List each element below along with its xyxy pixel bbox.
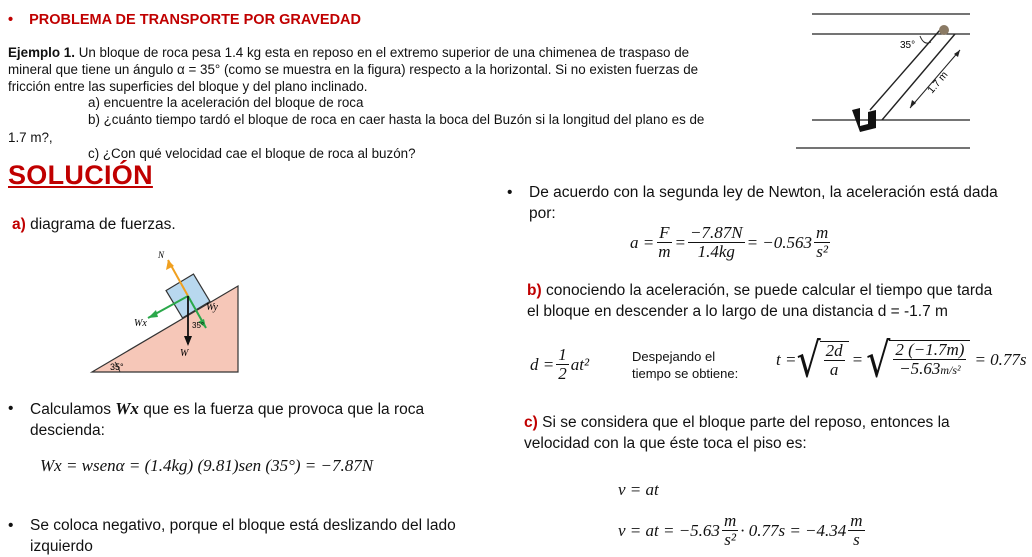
part-b-label: b) <box>527 282 542 299</box>
solution-heading: SOLUCIÓN <box>8 160 153 190</box>
eq-velocity-2 <box>618 512 867 549</box>
eq-v2-u1n: m <box>723 511 737 530</box>
eq-v2-u1d: s² <box>724 530 736 549</box>
eq-v2-lhs: v = at = −5.63 <box>618 520 720 540</box>
eq-a-unit-num: m <box>816 223 829 242</box>
eq-t-sqrt1: √ $\frac{2d}{a}$ <box>796 341 848 379</box>
example-text-1: Un bloque de roca pesa 1.4 kg esta en reposo en el extremo superior de una chimenea de traspaso de <box>74 45 690 60</box>
eq-v2-mid: · 0.77s = −4.34 <box>740 520 847 540</box>
part-a-text: diagrama de fuerzas. <box>25 216 176 233</box>
newton-intro-line2: por: <box>529 205 556 222</box>
part-c-line1: Si se considera que el bloque parte del reposo, entonces la <box>537 414 950 431</box>
chute-figure <box>790 0 980 165</box>
bullet-wx-var: Wx <box>115 399 139 418</box>
eq-v2-unit2 <box>848 512 864 549</box>
eq-d-num: 1 <box>558 345 567 364</box>
inner-angle-label: 35° <box>192 321 205 330</box>
eq-d-lhs: d = <box>530 354 555 374</box>
eq-time <box>776 332 1027 387</box>
wx-label: Wx <box>134 318 147 329</box>
despejando-line1: Despejando el <box>632 349 716 364</box>
eq-t-d2-unit: m/s² <box>940 363 961 377</box>
eq-a-f: F <box>659 223 670 242</box>
weight-label: W <box>180 348 189 359</box>
eq-wx: Wx = wsenα = (1.4kg) (9.81)sen (35°) = −7.87N <box>40 456 374 475</box>
bullet-wx <box>8 398 488 441</box>
eq-a-vnum: −7.87N <box>690 223 743 242</box>
example-line-1 <box>8 44 768 61</box>
eq-t-lhs: t = <box>776 349 797 369</box>
eq-t-d1: a <box>829 359 839 379</box>
eq-d-half <box>556 346 569 383</box>
free-body-diagram <box>88 244 248 374</box>
eq-t-result: = 0.77s <box>974 349 1027 369</box>
eq-v2-u2d: s <box>853 530 860 549</box>
example-label: Ejemplo 1. <box>8 45 75 60</box>
eq-acceleration <box>630 224 832 261</box>
eq-t-sqrt2: √ $\frac{2 (-1.7m)}{\text{−5.63m/s²}}$ <box>866 340 970 379</box>
part-a-heading <box>12 214 176 235</box>
incline-triangle <box>92 286 238 372</box>
eq-a-unit-den: s² <box>816 242 829 261</box>
chute-angle-label: 35° <box>900 40 916 51</box>
example-line-2: mineral que tiene un ángulo α = 35° (como se muestra en la figura) respecto a la horizontal. Si no existen fuerzas de <box>8 62 699 77</box>
section-title <box>8 12 361 28</box>
bullet-negative <box>8 515 500 557</box>
eq-t-eq: = <box>851 349 864 369</box>
part-a-label: a) <box>12 216 26 233</box>
bullet-wx-post: que es la fuerza que provoca que la roca <box>138 401 425 418</box>
despejando-line2: tiempo se obtiene: <box>632 366 739 381</box>
part-b-line1: conociendo la aceleración, se puede calcular el tiempo que tarda <box>541 282 993 299</box>
newton-intro-line1: De acuerdo con la segunda ley de Newton, la aceleración está dada <box>529 184 998 201</box>
wy-label: Wy <box>206 302 218 313</box>
eq-distance <box>530 346 589 383</box>
newton-intro <box>507 182 1027 224</box>
part-c-line2: velocidad con la que éste toca el piso es: <box>524 435 807 452</box>
eq-d-den: 2 <box>558 364 567 383</box>
eq-v2-u2n: m <box>850 511 863 530</box>
eq-t-n2: 2 (−1.7m) <box>895 340 965 359</box>
rock-icon <box>939 25 949 35</box>
eq-t-d2: −5.63 <box>899 359 941 378</box>
eq-a-result: = −0.563 <box>746 232 813 252</box>
eq-velocity-1: v = at <box>618 480 659 499</box>
bullet-negative-line1: Se coloca negativo, porque el bloque está deslizando del lado <box>30 517 456 534</box>
question-a: a) encuentre la aceleración del bloque de roca <box>88 95 364 110</box>
newton-bullet: • <box>507 184 513 201</box>
eq-a-vden: 1.4kg <box>697 242 735 261</box>
question-b: b) ¿cuánto tiempo tardó el bloque de roca en caer hasta la boca del Buzón si la longitud del plano es de <box>88 112 705 127</box>
eq-a-m: m <box>658 242 671 261</box>
eq-v2-unit1 <box>722 512 738 549</box>
eq-a-frac-values <box>688 224 745 261</box>
part-b-line2: el bloque en descender a lo largo de una distancia d = -1.7 m <box>527 303 948 320</box>
eq-a-frac-fm <box>656 224 672 261</box>
base-angle-label: 35° <box>110 362 124 372</box>
normal-force-label: N <box>158 250 165 260</box>
eq-d-tail: at² <box>570 354 590 374</box>
chute-length-label: 1.7 m <box>925 69 951 96</box>
despejando-note <box>632 348 738 382</box>
bullet-wx-line2: descienda: <box>30 422 105 439</box>
part-c-label: c) <box>524 414 538 431</box>
title-bullet: • <box>8 12 14 28</box>
bullet-negative-dot: • <box>8 517 14 534</box>
eq-a-lhs: a = <box>630 232 655 252</box>
bullet-wx-pre: Calculamos <box>30 401 116 418</box>
bullet-negative-line2: izquierdo <box>30 538 93 555</box>
bullet-wx-dot: • <box>8 400 14 417</box>
title-text: PROBLEMA DE TRANSPORTE POR GRAVEDAD <box>29 12 361 28</box>
eq-t-n1: 2d <box>825 340 843 360</box>
question-b-cont: 1.7 m?, <box>8 130 53 145</box>
eq-a-eq: = <box>674 232 686 252</box>
example-line-3: fricción entre las superficies del bloque y del plano inclinado. <box>8 79 368 94</box>
part-b-text <box>527 280 1032 322</box>
part-c-text <box>524 412 1032 454</box>
eq-a-unit <box>814 224 830 261</box>
question-c: c) ¿Con qué velocidad cae el bloque de roca al buzón? <box>88 146 416 161</box>
